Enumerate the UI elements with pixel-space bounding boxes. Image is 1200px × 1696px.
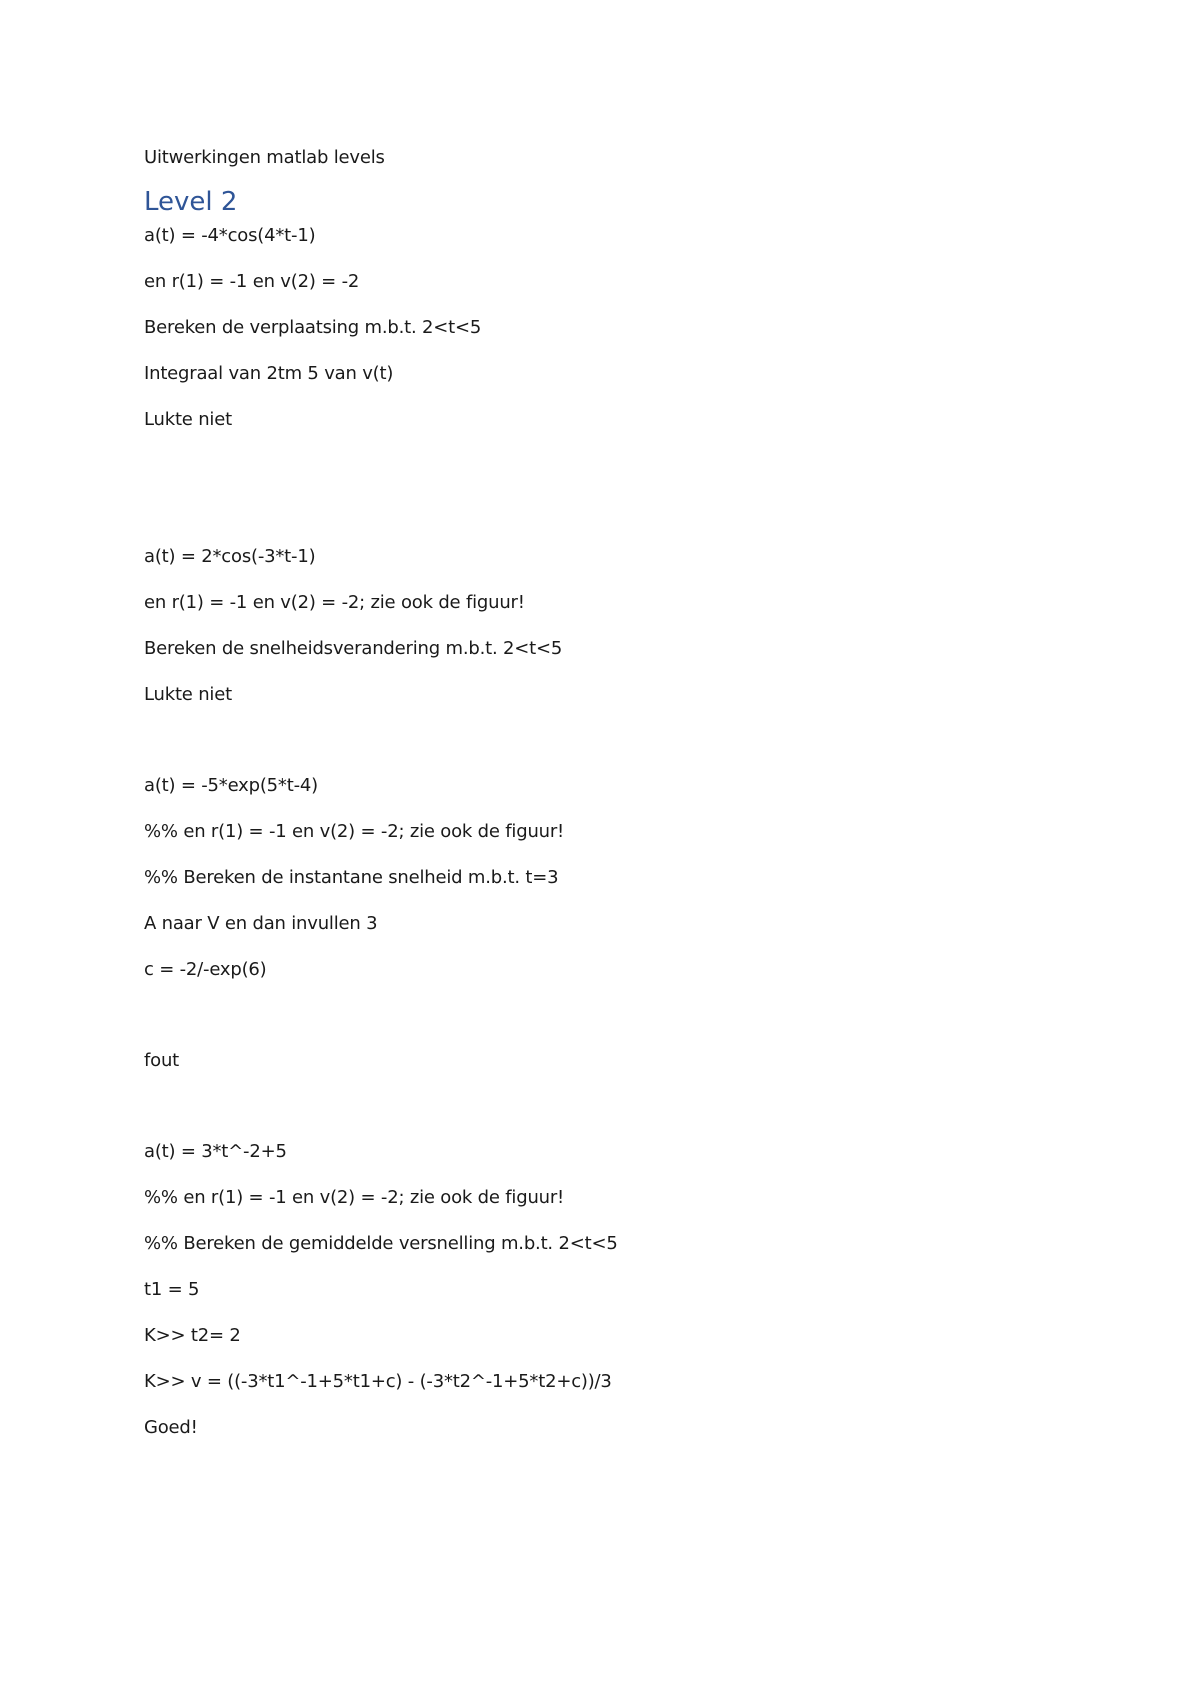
text-line: a(t) = 2*cos(-3*t-1) (144, 546, 316, 567)
text-line: fout (144, 1050, 180, 1071)
text-line: a(t) = -4*cos(4*t-1) (144, 225, 316, 246)
text-line: K>> v = ((-3*t1^-1+5*t1+c) - (-3*t2^-1+5*t2+c))/3 (144, 1371, 612, 1392)
text-line: Integraal van 2tm 5 van v(t) (144, 363, 394, 384)
text-line: %% Bereken de gemiddelde versnelling m.b.t. 2<t<5 (144, 1233, 618, 1254)
text-line: %% en r(1) = -1 en v(2) = -2; zie ook de figuur! (144, 821, 565, 842)
text-line: %% en r(1) = -1 en v(2) = -2; zie ook de figuur! (144, 1187, 565, 1208)
text-line: A naar V en dan invullen 3 (144, 913, 378, 934)
text-line: %% Bereken de instantane snelheid m.b.t. t=3 (144, 867, 559, 888)
text-line: c = -2/-exp(6) (144, 959, 267, 980)
document-title: Uitwerkingen matlab levels (144, 147, 385, 168)
text-line: Bereken de snelheidsverandering m.b.t. 2<t<5 (144, 638, 563, 659)
section-heading: Level 2 (144, 187, 238, 217)
text-line: Goed! (144, 1417, 198, 1438)
text-line: Lukte niet (144, 684, 232, 705)
text-line: t1 = 5 (144, 1279, 200, 1300)
text-line: a(t) = 3*t^-2+5 (144, 1141, 287, 1162)
text-line: en r(1) = -1 en v(2) = -2; zie ook de figuur! (144, 592, 525, 613)
text-line: Bereken de verplaatsing m.b.t. 2<t<5 (144, 317, 482, 338)
text-line: a(t) = -5*exp(5*t-4) (144, 775, 318, 796)
text-line: Lukte niet (144, 409, 232, 430)
text-line: en r(1) = -1 en v(2) = -2 (144, 271, 360, 292)
text-line: K>> t2= 2 (144, 1325, 241, 1346)
